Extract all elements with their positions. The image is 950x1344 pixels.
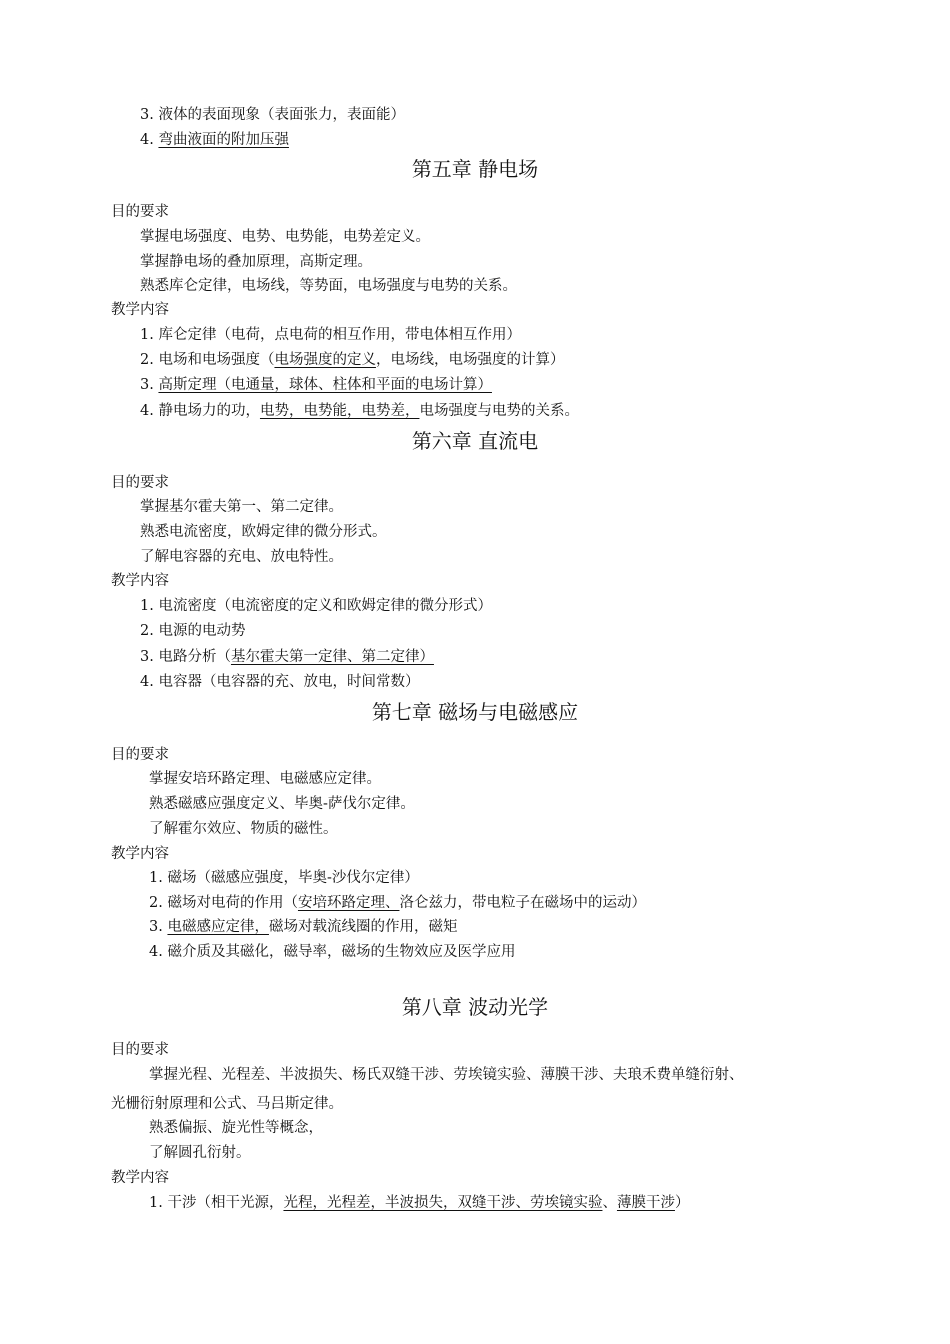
list-item <box>140 351 564 369</box>
goal-line: 掌握静电场的叠加原理，高斯定理。 <box>140 254 372 270</box>
list-item <box>149 894 646 912</box>
item-text: 静电场力的功， <box>158 403 260 419</box>
item-number: 4. <box>140 674 154 690</box>
list-item <box>140 597 492 615</box>
content-label: 教学内容 <box>111 1170 169 1186</box>
list-item <box>149 943 515 961</box>
item-number: 2. <box>140 352 154 368</box>
content-label: 教学内容 <box>111 302 169 318</box>
item-text: ） <box>674 1195 690 1211</box>
list-item <box>149 918 457 936</box>
list-item <box>149 869 419 887</box>
item-text: 磁介质及其磁化，磁导率，磁场的生物效应及医学应用 <box>167 944 516 960</box>
item-number: 1. <box>149 1195 163 1211</box>
list-item <box>140 673 419 691</box>
item-text: 液体的表面现象（表面张力，表面能） <box>158 107 405 123</box>
content-label: 教学内容 <box>111 573 169 589</box>
item-text-underlined: 基尔霍夫第一定律、第二定律） <box>230 649 434 665</box>
goal-line: 掌握基尔霍夫第一、第二定律。 <box>140 499 343 515</box>
item-number: 3. <box>140 649 154 665</box>
item-number: 4. <box>140 132 154 148</box>
goal-line: 掌握安培环路定理、电磁感应定律。 <box>149 771 381 787</box>
item-text: 磁场（磁感应强度，毕奥-沙伐尔定律） <box>167 870 419 886</box>
chapter-8-title: 第八章 波动光学 <box>401 995 549 1019</box>
item-text-underlined: 弯曲液面的附加压强 <box>158 132 289 148</box>
goal-line: 熟悉电流密度，欧姆定律的微分形式。 <box>140 524 387 540</box>
list-item <box>140 648 434 666</box>
item-text: 库仑定律（电荷，点电荷的相互作用，带电体相互作用） <box>158 327 521 343</box>
item-number: 1. <box>140 327 154 343</box>
goal-line: 了解圆孔衍射。 <box>149 1145 251 1161</box>
goal-label: 目的要求 <box>111 747 169 763</box>
item-text: 电容器（电容器的充、放电，时间常数） <box>158 674 420 690</box>
list-item <box>140 131 289 149</box>
goal-line: 了解电容器的充电、放电特性。 <box>140 549 343 565</box>
list-item <box>140 376 492 394</box>
item-number: 2. <box>149 895 163 911</box>
item-number: 1. <box>140 598 154 614</box>
list-item <box>140 402 579 420</box>
goal-label: 目的要求 <box>111 1042 169 1058</box>
item-text-underlined: 电场强度的定义 <box>274 352 376 368</box>
item-number: 1. <box>149 870 163 886</box>
goal-label: 目的要求 <box>111 204 169 220</box>
item-text: 磁场对电荷的作用（ <box>167 895 298 911</box>
item-text: 电场和电场强度（ <box>158 352 275 368</box>
item-text: 、 <box>602 1195 617 1211</box>
item-text: 干涉（相干光源， <box>167 1195 284 1211</box>
goal-line: 熟悉库仑定律，电场线，等势面，电场强度与电势的关系。 <box>140 278 517 294</box>
item-text-underlined: 安培环路定理、 <box>297 895 400 911</box>
item-number: 4. <box>140 403 154 419</box>
item-text: 电场强度与电势的关系。 <box>419 403 579 419</box>
item-number: 4. <box>149 944 163 960</box>
list-item <box>140 106 405 124</box>
item-text-underlined: 电势，电势能，电势差， <box>259 403 420 419</box>
item-text-underlined: 高斯定理（电通量，球体、柱体和平面的电场计算） <box>158 377 492 393</box>
item-text-underlined: 光程，光程差，半波损失，双缝干涉、劳埃镜实验 <box>283 1195 603 1211</box>
content-label: 教学内容 <box>111 846 169 862</box>
goal-line-continued: 光栅衍射原理和公式、马吕斯定律。 <box>111 1096 343 1112</box>
item-text: ，电场线，电场强度的计算） <box>375 352 565 368</box>
goal-line: 熟悉偏振、旋光性等概念， <box>149 1120 323 1136</box>
chapter-6-title: 第六章 直流电 <box>411 429 539 453</box>
item-number: 3. <box>149 919 163 935</box>
list-item <box>140 326 521 344</box>
item-number: 2. <box>140 623 154 639</box>
item-text: 洛仑兹力，带电粒子在磁场中的运动） <box>399 895 646 911</box>
goal-label: 目的要求 <box>111 475 169 491</box>
item-number: 3. <box>140 107 154 123</box>
item-number: 3. <box>140 377 154 393</box>
list-item <box>149 1194 689 1212</box>
goal-line: 掌握光程、光程差、半波损失、杨氏双缝干涉、劳埃镜实验、薄膜干涉、夫琅禾费单缝衍射、 <box>149 1067 744 1083</box>
chapter-5-title: 第五章 静电场 <box>411 157 539 181</box>
item-text-underlined: 电磁感应定律， <box>167 919 269 935</box>
list-item <box>140 622 245 640</box>
item-text: 电源的电动势 <box>158 623 246 639</box>
goal-line: 熟悉磁感应强度定义、毕奥-萨伐尔定律。 <box>149 796 415 812</box>
item-text: 电流密度（电流密度的定义和欧姆定律的微分形式） <box>158 598 492 614</box>
item-text-underlined: 薄膜干涉 <box>616 1195 675 1211</box>
item-text: 磁场对载流线圈的作用，磁矩 <box>268 919 458 935</box>
item-text: 电路分析（ <box>158 649 231 665</box>
goal-line: 了解霍尔效应、物质的磁性。 <box>149 821 338 837</box>
goal-line: 掌握电场强度、电势、电势能，电势差定义。 <box>140 229 430 245</box>
chapter-7-title: 第七章 磁场与电磁感应 <box>371 700 579 724</box>
